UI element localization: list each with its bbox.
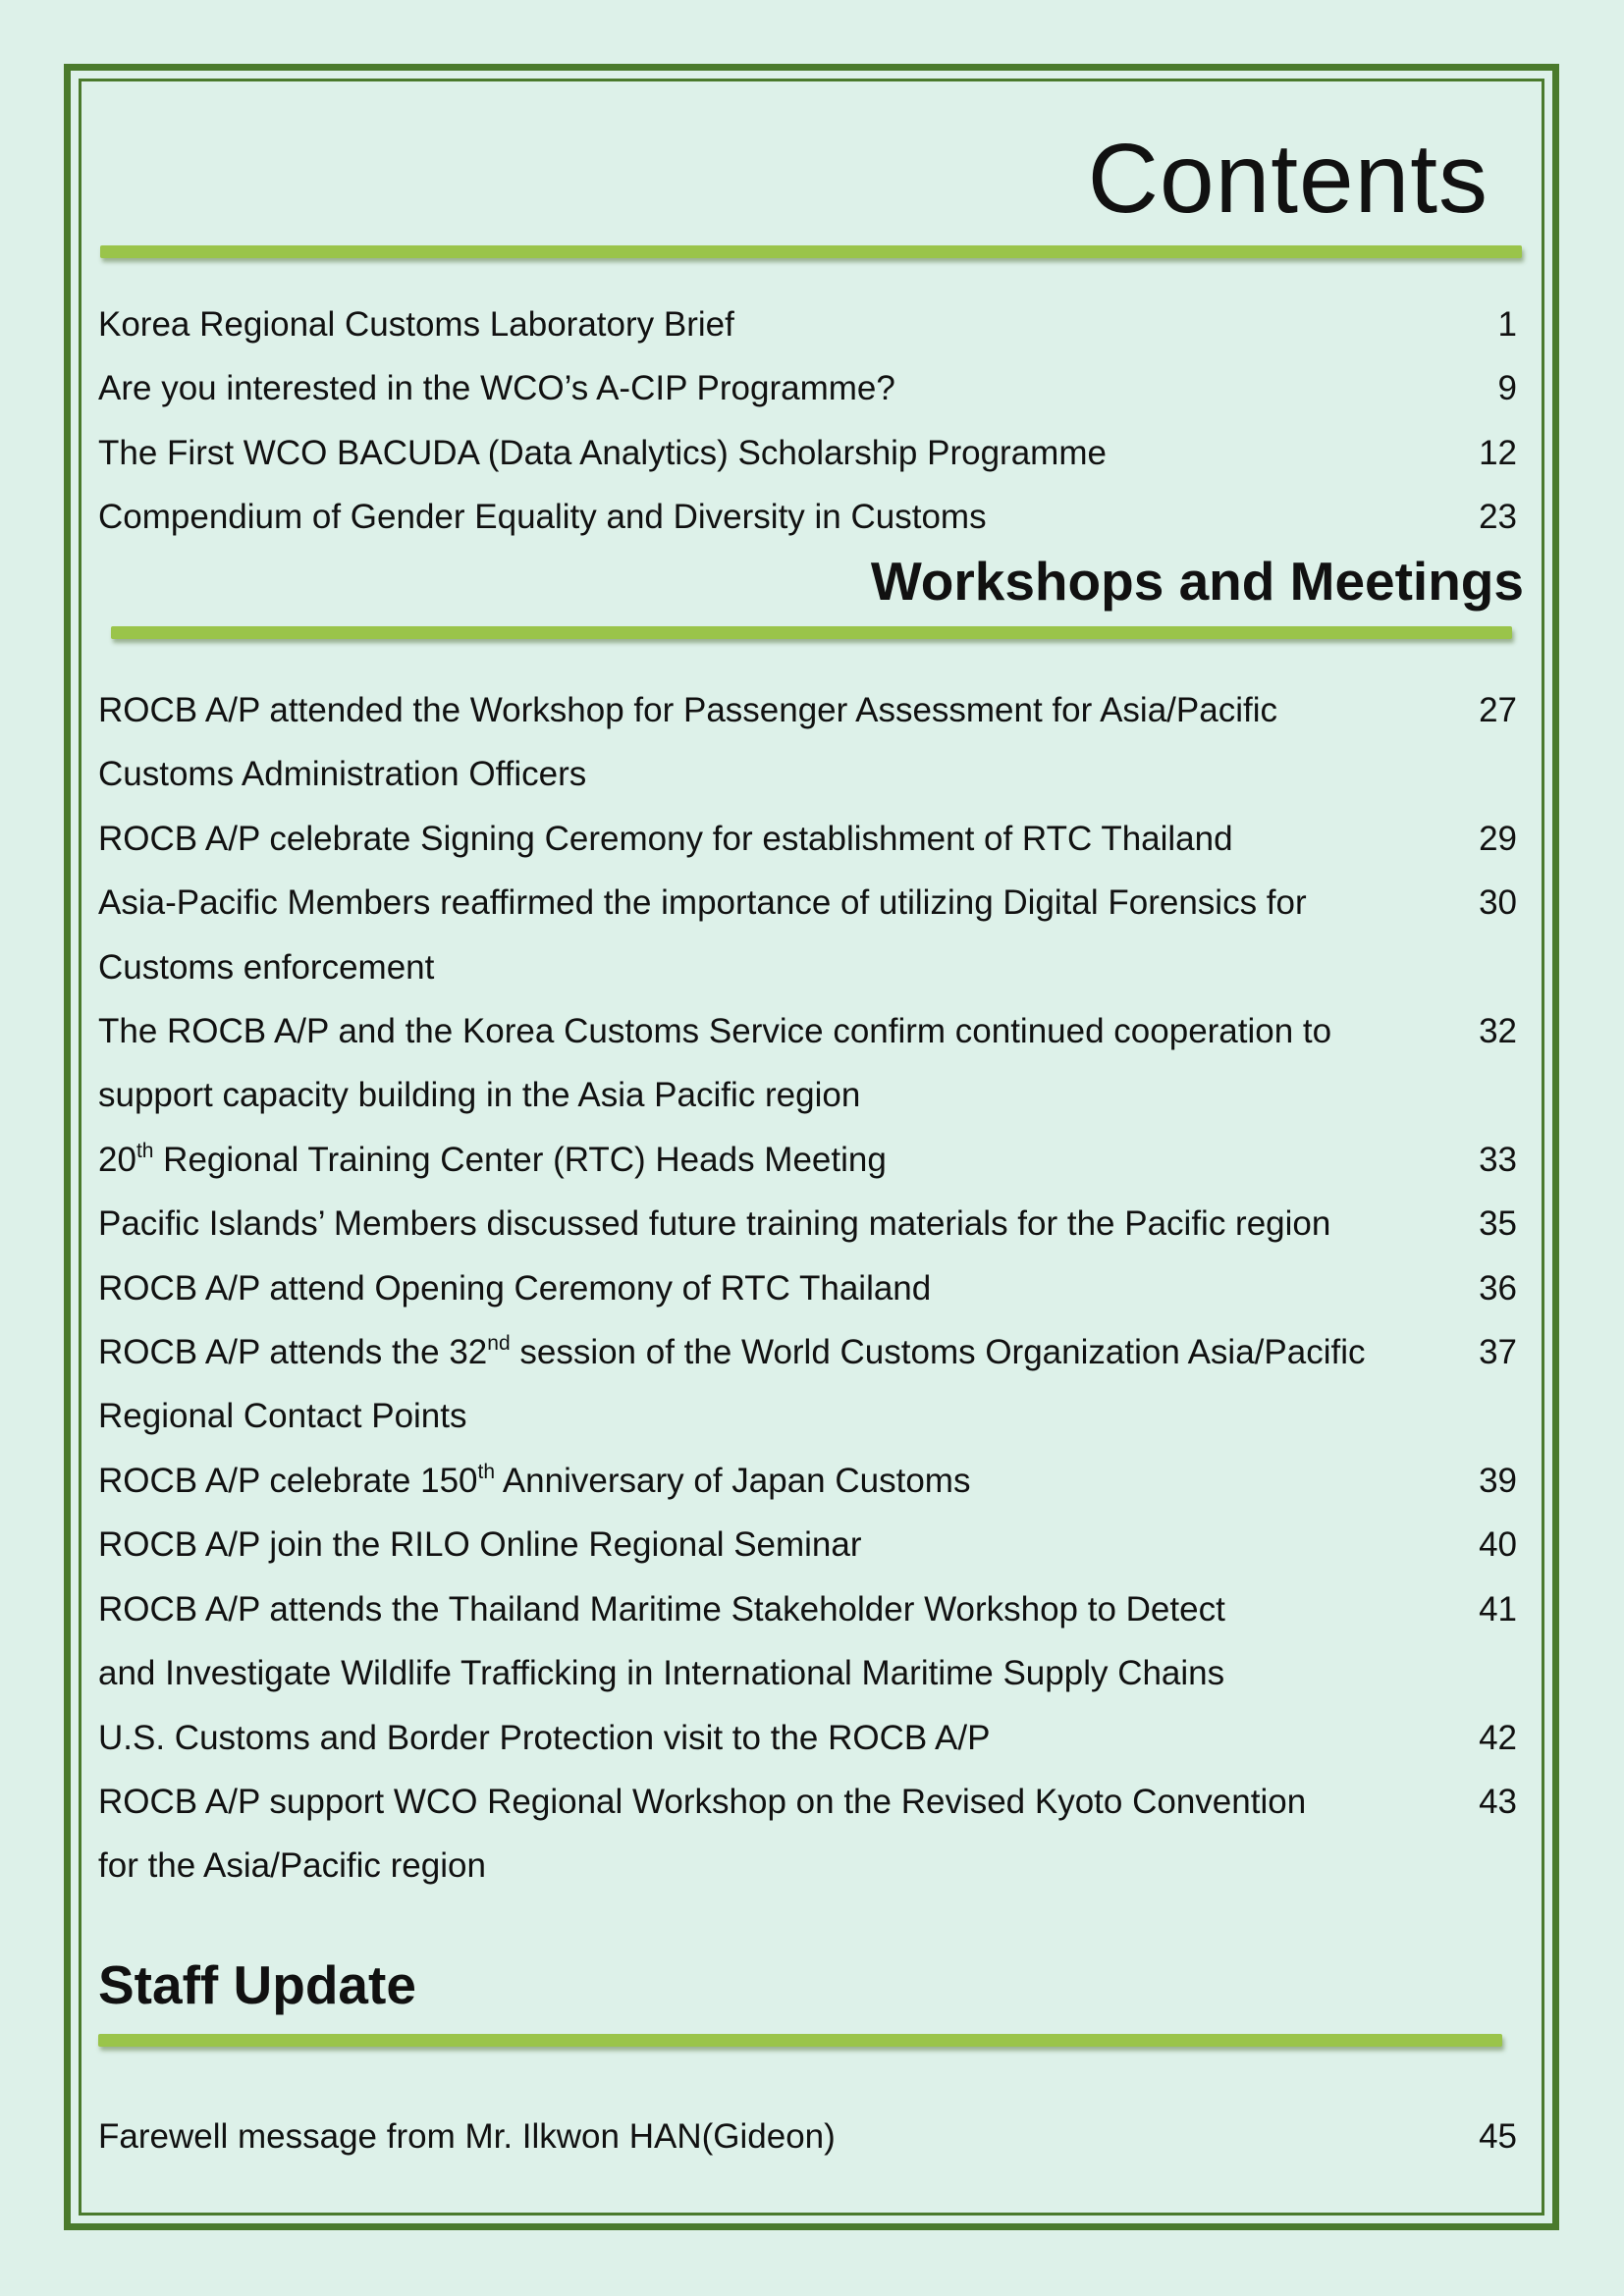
toc-entry-title (98, 999, 1424, 1128)
toc-page-number: 23 (1479, 498, 1517, 537)
ordinal-suffix: nd (487, 1332, 511, 1356)
toc-entry-title (98, 1770, 1424, 1898)
toc-page-number: 37 (1479, 1333, 1517, 1372)
toc-entry[interactable] (98, 485, 1517, 549)
toc-page-number: 41 (1479, 1589, 1517, 1629)
toc-page-number: 39 (1479, 1461, 1517, 1500)
toc-entry-title: Are you interested in the WCO’s A-CIP Programme? (98, 369, 895, 408)
toc-entry-title (98, 1192, 1424, 1255)
toc-entry-title (98, 1320, 1424, 1449)
title-divider (100, 245, 1522, 258)
toc-page-number: 27 (1479, 691, 1517, 729)
toc-entry[interactable] (98, 1256, 1517, 1320)
toc-page-number: 43 (1479, 1782, 1517, 1821)
toc-page-number: 1 (1497, 305, 1517, 344)
toc-entry[interactable] (98, 2105, 1517, 2168)
toc-entry-line: Customs enforcement (98, 947, 435, 987)
toc-entry-line: ROCB A/P attend Opening Ceremony of RTC Thailand (98, 1268, 932, 1308)
toc-entry-text: 20 (98, 1140, 136, 1179)
toc-page-number: 33 (1479, 1140, 1517, 1179)
toc-page-number: 32 (1479, 1012, 1517, 1051)
toc-entry-title: Korea Regional Customs Laboratory Brief (98, 305, 734, 344)
toc-entry-title (98, 871, 1424, 999)
ordinal-suffix: th (477, 1460, 496, 1483)
toc-entry-title (98, 1706, 1424, 1770)
toc-entry[interactable] (98, 421, 1517, 485)
staff-update-heading: Staff Update (98, 1954, 416, 2015)
toc-entry-line: ROCB A/P celebrate Signing Ceremony for establishment of RTC Thailand (98, 819, 1233, 858)
toc-entry[interactable] (98, 871, 1517, 999)
toc-page-number: 9 (1497, 369, 1517, 408)
toc-page-number: 29 (1479, 819, 1517, 858)
toc-entry-text: ROCB A/P attends the 32 (98, 1333, 488, 1372)
toc-entry-line: support capacity building in the Asia Pacific region (98, 1076, 861, 1115)
toc-entry-line (98, 1449, 1424, 1513)
toc-entry[interactable] (98, 1192, 1517, 1255)
toc-entry[interactable] (98, 1320, 1517, 1449)
toc-entry-title (98, 1577, 1424, 1706)
toc-page-number: 35 (1479, 1204, 1517, 1244)
toc-entry[interactable] (98, 1449, 1517, 1513)
workshops-heading: Workshops and Meetings (870, 551, 1524, 612)
toc-entry-text: Regional Training Center (RTC) Heads Meeting (153, 1140, 887, 1179)
toc-entry-text: Anniversary of Japan Customs (495, 1461, 971, 1500)
toc-entry-line: ROCB A/P join the RILO Online Regional Seminar (98, 1525, 862, 1565)
toc-entry-title (98, 678, 1424, 807)
toc-page-number: 45 (1479, 2117, 1517, 2156)
staff-update-divider (98, 2034, 1502, 2047)
toc-entry[interactable] (98, 1513, 1517, 1576)
toc-entry-title: The First WCO BACUDA (Data Analytics) Scholarship Programme (98, 433, 1107, 472)
toc-entry-line: ROCB A/P attends the Thailand Maritime Stakeholder Workshop to Detect (98, 1589, 1225, 1629)
toc-page-number: 42 (1479, 1718, 1517, 1757)
toc-entry-text: ROCB A/P celebrate 150 (98, 1461, 478, 1500)
toc-entry-title (98, 1128, 1424, 1192)
toc-entry[interactable] (98, 807, 1517, 871)
toc-entry[interactable] (98, 293, 1517, 356)
toc-entry-line: and Investigate Wildlife Trafficking in International Maritime Supply Chains (98, 1654, 1225, 1693)
toc-entry-line: ROCB A/P support WCO Regional Workshop on the Revised Kyoto Convention (98, 1782, 1307, 1821)
toc-entry-line: ROCB A/P attended the Workshop for Passenger Assessment for Asia/Pacific (98, 691, 1277, 729)
toc-entry[interactable] (98, 678, 1517, 807)
toc-entry-title (98, 1513, 1424, 1576)
page-title: Contents (1087, 124, 1489, 234)
ordinal-suffix: th (135, 1139, 154, 1162)
toc-entry-line (98, 1320, 1424, 1384)
toc-entry[interactable] (98, 1706, 1517, 1770)
toc-entry-title (98, 807, 1424, 871)
toc-entry[interactable] (98, 1770, 1517, 1898)
toc-entry-text: session of the World Customs Organization Asia/Pacific (510, 1333, 1366, 1372)
toc-entry-title: Farewell message from Mr. Ilkwon HAN(Gideon) (98, 2117, 836, 2156)
workshops-toc (98, 678, 1517, 1898)
toc-entry-line: Asia-Pacific Members reaffirmed the importance of utilizing Digital Forensics for (98, 883, 1307, 923)
toc-entry-line: The ROCB A/P and the Korea Customs Service confirm continued cooperation to (98, 1012, 1332, 1051)
toc-page-number: 30 (1479, 883, 1517, 923)
toc-page-number: 36 (1479, 1268, 1517, 1308)
toc-entry-title: Compendium of Gender Equality and Diversity in Customs (98, 498, 987, 537)
toc-entry[interactable] (98, 999, 1517, 1128)
toc-entry[interactable] (98, 356, 1517, 420)
toc-entry[interactable] (98, 1577, 1517, 1706)
toc-entry-title (98, 1256, 1424, 1320)
toc-entry-line: Pacific Islands’ Members discussed future training materials for the Pacific region (98, 1204, 1331, 1244)
workshops-divider (111, 626, 1512, 639)
toc-page-number: 12 (1479, 433, 1517, 472)
toc-entry-line (98, 1128, 1424, 1192)
intro-toc (98, 293, 1517, 550)
toc-page-number: 40 (1479, 1525, 1517, 1565)
staff-update-toc (98, 2105, 1517, 2168)
toc-entry-title (98, 1449, 1424, 1513)
toc-entry-line: Regional Contact Points (98, 1397, 467, 1436)
toc-entry[interactable] (98, 1128, 1517, 1192)
toc-entry-line: for the Asia/Pacific region (98, 1846, 486, 1886)
toc-entry-line: Customs Administration Officers (98, 755, 587, 794)
toc-entry-line: U.S. Customs and Border Protection visit to the ROCB A/P (98, 1718, 991, 1757)
